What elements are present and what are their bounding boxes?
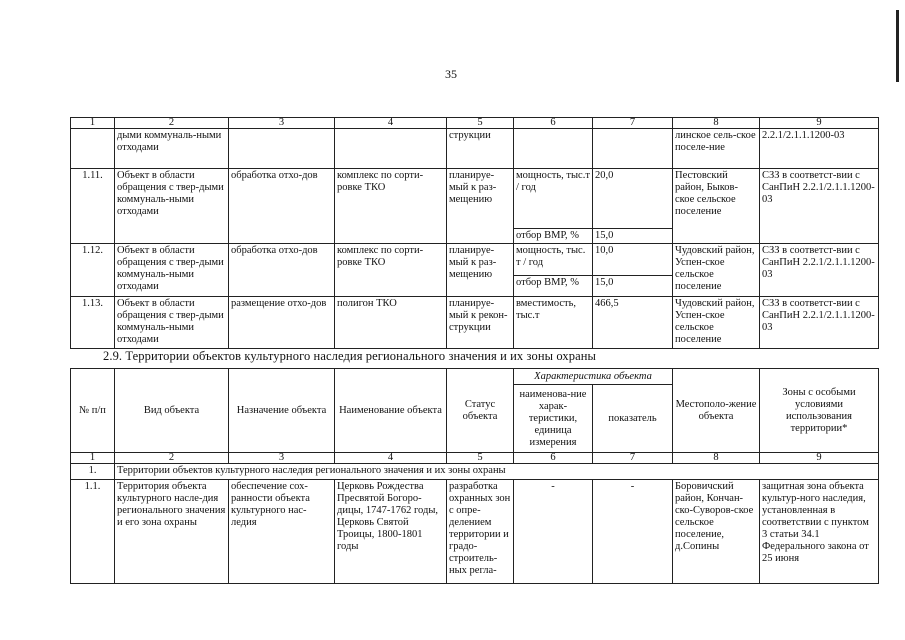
- col-num: 9: [760, 118, 879, 129]
- col-num: 5: [447, 453, 514, 464]
- table-row-continuation: [71, 129, 879, 169]
- cell-indicator-name: отбор ВМР, %: [514, 276, 593, 297]
- cell-status: планируе-мый к раз-мещению: [447, 169, 514, 244]
- cell-indicator-value: 466,5: [593, 297, 673, 349]
- header-name: Наименование объекта: [335, 369, 447, 453]
- col-num: 1: [71, 118, 115, 129]
- cell-status: струкции: [447, 129, 514, 169]
- header-indicator: показатель: [593, 385, 673, 453]
- header-status: Статус объекта: [447, 369, 514, 453]
- cell-type: Объект в области обращения с твер-дыми коммуналь-ными отходами: [115, 297, 229, 349]
- col-num: 6: [514, 118, 593, 129]
- scan-edge-mark: [896, 10, 899, 82]
- cell-purpose: обеспечение сох-ранности объекта культурного нас-ледия: [229, 480, 335, 584]
- col-num: 5: [447, 118, 514, 129]
- header-row: [71, 369, 879, 385]
- cell-location: линское сель-ское поселе-ние: [673, 129, 760, 169]
- cell-name: комплекс по сорти-ровке ТКО: [335, 169, 447, 244]
- cell-type: дыми коммуналь-ными отходами: [115, 129, 229, 169]
- cell-zone: СЗЗ в соответст-вии с СанПиН 2.2.1/2.1.1.1200-03: [760, 297, 879, 349]
- waste-objects-table: [70, 117, 879, 349]
- col-num: 2: [115, 453, 229, 464]
- header-type: Вид объекта: [115, 369, 229, 453]
- cell-purpose: обработка отхо-дов: [229, 169, 335, 244]
- col-num: 4: [335, 118, 447, 129]
- cell-zone: СЗЗ в соответст-вии с СанПиН 2.2.1/2.1.1.1200-03: [760, 169, 879, 244]
- cell-indicator: -: [593, 480, 673, 584]
- col-num: 4: [335, 453, 447, 464]
- cell-num: 1.13.: [71, 297, 115, 349]
- col-num: 2: [115, 118, 229, 129]
- section-title: 2.9. Территории объектов культурного наследия регионального значения и их зоны охраны: [103, 349, 597, 363]
- cell-location: Чудовский район, Успен-ское сельское поселение: [673, 297, 760, 349]
- table-row: [71, 480, 879, 584]
- col-num: 8: [673, 118, 760, 129]
- cell-purpose: обработка отхо-дов: [229, 244, 335, 297]
- column-numbers-row: [71, 453, 879, 464]
- col-num: 3: [229, 118, 335, 129]
- col-num: 7: [593, 118, 673, 129]
- header-location: Местополо-жение объекта: [673, 369, 760, 453]
- cell-type: Объект в области обращения с твер-дыми коммуналь-ными отходами: [115, 169, 229, 244]
- cell-status: разработка охранных зон с опре-делением территории и градо-строитель-ных регла-: [447, 480, 514, 584]
- col-num: 3: [229, 453, 335, 464]
- cell-location: Чудовский район, Успен-ское сельское поселение: [673, 244, 760, 297]
- header-num: № п/п: [71, 369, 115, 453]
- cell-indicator-name: мощность, тыс.т / год: [514, 169, 593, 229]
- cell-name: Церковь Рождества Пресвятой Богоро-дицы, 1747-1762 годы, Церковь Святой Троицы, 1800-1801 годы: [335, 480, 447, 584]
- col-num: 8: [673, 453, 760, 464]
- col-num: 6: [514, 453, 593, 464]
- column-numbers-row: [71, 118, 879, 129]
- cell-name: полигон ТКО: [335, 297, 447, 349]
- cell-location: Боровичский район, Кончан-ско-Суворов-ское сельское поселение, д.Сопины: [673, 480, 760, 584]
- cell-indicator-value: 10,0: [593, 244, 673, 276]
- cell-indicator-value: 15,0: [593, 229, 673, 244]
- group-label: Территории объектов культурного наследия регионального значения и их зоны охраны: [115, 464, 879, 480]
- cell-zone: защитная зона объекта культур-ного наследия, установленная в соответствии с пунктом 3 статьи 34.1 Федерального закона от 25 июня: [760, 480, 879, 584]
- cell-char-name: -: [514, 480, 593, 584]
- cell-indicator-value: 15,0: [593, 276, 673, 297]
- cultural-heritage-table: [70, 368, 879, 584]
- cell-num: 1.11.: [71, 169, 115, 244]
- cell-num: 1.: [71, 464, 115, 480]
- cell-status: планируе-мый к рекон-струкции: [447, 297, 514, 349]
- group-row: [71, 464, 879, 480]
- cell-indicator-name: мощность, тыс. т / год: [514, 244, 593, 276]
- cell-type: Территория объекта культурного насле-дия регионального значения и его зона охраны: [115, 480, 229, 584]
- table-row: [71, 169, 879, 229]
- page-number: 35: [445, 67, 457, 81]
- cell-zone: СЗЗ в соответст-вии с СанПиН 2.2.1/2.1.1.1200-03: [760, 244, 879, 297]
- header-characteristic: Характеристика объекта: [514, 369, 673, 385]
- col-num: 7: [593, 453, 673, 464]
- header-zones: Зоны с особыми условиями использования территории*: [760, 369, 879, 453]
- cell-indicator-value: 20,0: [593, 169, 673, 229]
- cell-location: Пестовский район, Быков-ское сельское поселение: [673, 169, 760, 244]
- table-row: [71, 297, 879, 349]
- col-num: 9: [760, 453, 879, 464]
- cell-indicator-name: отбор ВМР, %: [514, 229, 593, 244]
- cell-purpose: размещение отхо-дов: [229, 297, 335, 349]
- header-char-name: наименова-ние харак-теристики, единица измерения: [514, 385, 593, 453]
- col-num: 1: [71, 453, 115, 464]
- cell-indicator-name: вместимость, тыс.т: [514, 297, 593, 349]
- cell-type: Объект в области обращения с твер-дыми коммуналь-ными отходами: [115, 244, 229, 297]
- cell-status: планируе-мый к раз-мещению: [447, 244, 514, 297]
- cell-name: комплекс по сорти-ровке ТКО: [335, 244, 447, 297]
- header-purpose: Назначение объекта: [229, 369, 335, 453]
- cell-num: 1.1.: [71, 480, 115, 584]
- cell-zone: 2.2.1/2.1.1.1200-03: [760, 129, 879, 169]
- table-row: [71, 244, 879, 276]
- cell-num: 1.12.: [71, 244, 115, 297]
